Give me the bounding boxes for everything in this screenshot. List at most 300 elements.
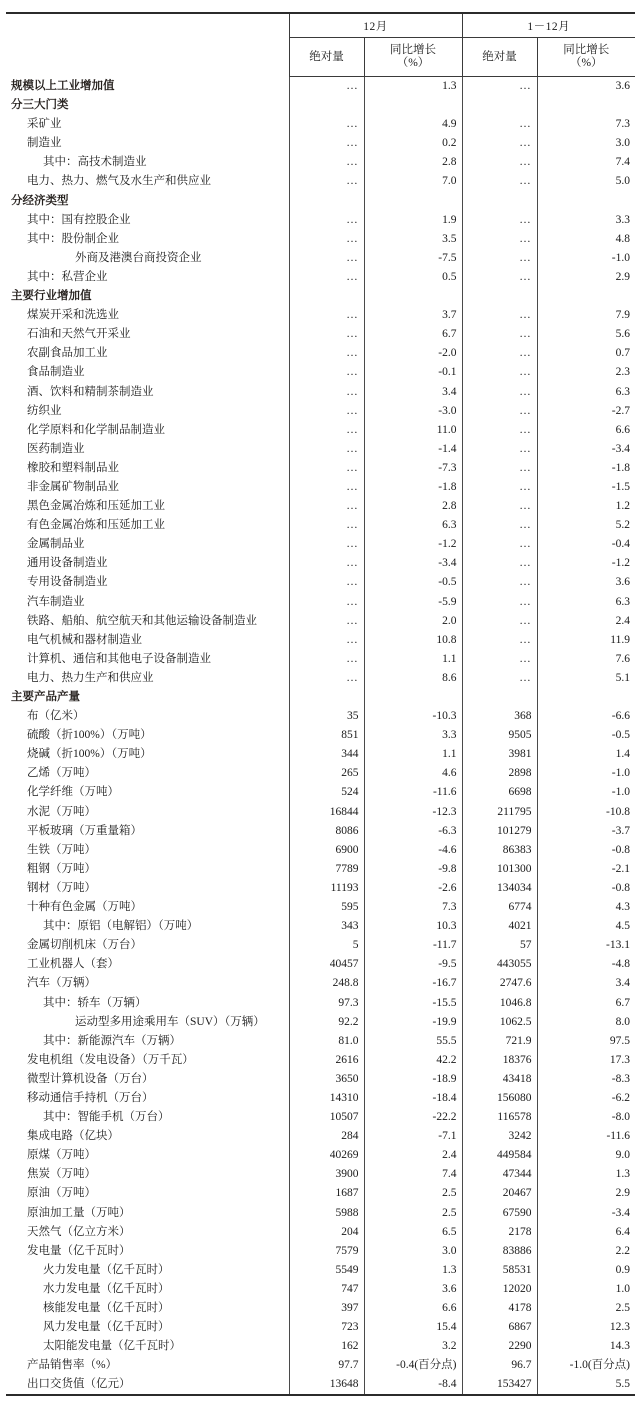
table-row xyxy=(6,115,635,134)
table-row xyxy=(6,1032,635,1051)
cell-ytd-absolute: … xyxy=(462,363,537,382)
cell-ytd-growth: 3.6 xyxy=(537,77,635,97)
cell-ytd-growth: 8.0 xyxy=(537,1013,635,1032)
cell-ytd-growth: 0.7 xyxy=(537,344,635,363)
table-section-row xyxy=(6,77,635,97)
cell-ytd-growth: -13.1 xyxy=(537,936,635,955)
cell-month-growth: -7.1 xyxy=(364,1127,462,1146)
cell-ytd-growth: 5.0 xyxy=(537,172,635,191)
cell-ytd-absolute: … xyxy=(462,172,537,191)
cell-month-absolute: … xyxy=(289,249,364,268)
table-row xyxy=(6,917,635,936)
table-row xyxy=(6,650,635,669)
cell-month-growth: 1.9 xyxy=(364,211,462,230)
cell-month-growth: 6.3 xyxy=(364,516,462,535)
cell-month-growth: 3.4 xyxy=(364,383,462,402)
cell-month-absolute: 3900 xyxy=(289,1165,364,1184)
row-label: 其中：高技术制造业 xyxy=(43,156,147,169)
cell-ytd-absolute: 101300 xyxy=(462,860,537,879)
cell-ytd-absolute: 449584 xyxy=(462,1146,537,1165)
cell-ytd-absolute: 153427 xyxy=(462,1375,537,1395)
cell-month-growth: 1.1 xyxy=(364,650,462,669)
table-section-row xyxy=(6,96,635,115)
row-label: 电力、热力、燃气及水生产和供应业 xyxy=(27,175,211,188)
table-row xyxy=(6,421,635,440)
cell-month-growth: 15.4 xyxy=(364,1318,462,1337)
cell-ytd-absolute: 86383 xyxy=(462,841,537,860)
table-row xyxy=(6,974,635,993)
cell-ytd-absolute: 47344 xyxy=(462,1165,537,1184)
cell-month-growth: -16.7 xyxy=(364,974,462,993)
cell-month-absolute: … xyxy=(289,383,364,402)
table-row xyxy=(6,554,635,573)
cell-ytd-absolute: 721.9 xyxy=(462,1032,537,1051)
cell-ytd-absolute: … xyxy=(462,497,537,516)
cell-ytd-growth: -1.0 xyxy=(537,249,635,268)
cell-month-growth: 2.5 xyxy=(364,1184,462,1203)
cell-ytd-absolute: … xyxy=(462,383,537,402)
cell-ytd-growth: 4.3 xyxy=(537,898,635,917)
row-label: 黑色金属冶炼和压延加工业 xyxy=(27,500,165,513)
cell-ytd-absolute: 443055 xyxy=(462,955,537,974)
row-label: 发电量（亿千瓦时） xyxy=(27,1244,131,1257)
cell-month-absolute: … xyxy=(289,115,364,134)
row-label: 水泥（万吨） xyxy=(27,805,96,818)
cell-ytd-growth: 6.4 xyxy=(537,1223,635,1242)
cell-ytd-growth: 9.0 xyxy=(537,1146,635,1165)
cell-month-growth xyxy=(364,287,462,306)
cell-ytd-absolute xyxy=(462,192,537,211)
cell-ytd-absolute: … xyxy=(462,554,537,573)
row-label: 乙烯（万吨） xyxy=(27,767,96,780)
table-row xyxy=(6,1146,635,1165)
header-ytd-growth-label: 同比增长 xyxy=(563,44,610,56)
row-label: 外商及港澳台商投资企业 xyxy=(75,251,202,264)
cell-month-growth: 10.8 xyxy=(364,631,462,650)
cell-month-growth: -18.4 xyxy=(364,1089,462,1108)
cell-month-absolute: … xyxy=(289,325,364,344)
cell-month-growth xyxy=(364,96,462,115)
cell-ytd-absolute: 2290 xyxy=(462,1337,537,1356)
table-row xyxy=(6,631,635,650)
table-row xyxy=(6,822,635,841)
cell-ytd-absolute: … xyxy=(462,535,537,554)
header-month-growth xyxy=(364,38,462,77)
cell-ytd-growth: 7.6 xyxy=(537,650,635,669)
row-label: 集成电路（亿块） xyxy=(27,1130,119,1143)
cell-month-absolute xyxy=(289,192,364,211)
cell-ytd-growth: 4.8 xyxy=(537,230,635,249)
cell-ytd-growth: 2.4 xyxy=(537,612,635,631)
cell-month-growth: -1.8 xyxy=(364,478,462,497)
cell-month-absolute: 13648 xyxy=(289,1375,364,1395)
cell-ytd-absolute: … xyxy=(462,631,537,650)
row-label: 其中：原铝（电解铝）（万吨） xyxy=(43,920,199,933)
cell-ytd-absolute: … xyxy=(462,593,537,612)
cell-month-growth: -5.9 xyxy=(364,593,462,612)
cell-month-absolute: 1687 xyxy=(289,1184,364,1203)
header-label-col xyxy=(6,14,289,77)
cell-ytd-growth: 7.9 xyxy=(537,306,635,325)
cell-month-absolute: 10507 xyxy=(289,1108,364,1127)
header-month-growth-unit: （%） xyxy=(396,57,430,69)
table-row xyxy=(6,1051,635,1070)
cell-ytd-growth: 2.5 xyxy=(537,1299,635,1318)
cell-month-absolute: 40457 xyxy=(289,955,364,974)
cell-ytd-growth: -1.8 xyxy=(537,459,635,478)
cell-ytd-growth: 2.9 xyxy=(537,268,635,287)
cell-ytd-growth: 5.2 xyxy=(537,516,635,535)
cell-month-absolute: … xyxy=(289,631,364,650)
cell-month-absolute: … xyxy=(289,344,364,363)
section-label: 规模以上工业增加值 xyxy=(11,79,115,92)
cell-month-absolute: 265 xyxy=(289,764,364,783)
cell-ytd-absolute: … xyxy=(462,211,537,230)
cell-month-growth: -6.3 xyxy=(364,822,462,841)
header-month-absolute xyxy=(289,38,364,77)
header-group-ytd: 1－12月 xyxy=(462,14,635,38)
table-row xyxy=(6,764,635,783)
cell-month-absolute: 162 xyxy=(289,1337,364,1356)
cell-month-absolute: … xyxy=(289,421,364,440)
row-label: 其中：国有控股企业 xyxy=(27,213,131,226)
table-row xyxy=(6,1223,635,1242)
row-label: 金属制品业 xyxy=(27,538,85,551)
cell-ytd-absolute: 134034 xyxy=(462,879,537,898)
cell-month-growth: -2.6 xyxy=(364,879,462,898)
cell-month-growth: -3.0 xyxy=(364,402,462,421)
table-bottom-rule xyxy=(6,1395,635,1396)
cell-ytd-absolute: … xyxy=(462,249,537,268)
header-ytd-growth xyxy=(537,38,635,77)
cell-ytd-growth: 11.9 xyxy=(537,631,635,650)
section-label: 分三大门类 xyxy=(11,99,69,112)
cell-ytd-growth: -0.8 xyxy=(537,879,635,898)
cell-month-growth: -7.3 xyxy=(364,459,462,478)
cell-ytd-absolute: 12020 xyxy=(462,1280,537,1299)
cell-month-absolute: … xyxy=(289,363,364,382)
cell-month-growth: -1.4 xyxy=(364,440,462,459)
cell-month-absolute: … xyxy=(289,650,364,669)
table-row xyxy=(6,230,635,249)
cell-month-growth: 1.3 xyxy=(364,77,462,97)
cell-month-growth: 4.6 xyxy=(364,764,462,783)
cell-month-growth: -0.5 xyxy=(364,573,462,592)
cell-ytd-absolute: 96.7 xyxy=(462,1356,537,1375)
table-row xyxy=(6,783,635,802)
row-label: 计算机、通信和其他电子设备制造业 xyxy=(27,652,211,665)
cell-ytd-absolute: 116578 xyxy=(462,1108,537,1127)
cell-ytd-absolute: … xyxy=(462,669,537,688)
cell-month-absolute: … xyxy=(289,153,364,172)
table-row xyxy=(6,1261,635,1280)
row-label: 生铁（万吨） xyxy=(27,843,96,856)
row-label: 农副食品加工业 xyxy=(27,347,108,360)
table-row xyxy=(6,726,635,745)
row-label: 金属切削机床（万台） xyxy=(27,939,142,952)
row-label: 发电机组（发电设备）（万千瓦） xyxy=(27,1053,194,1066)
cell-month-absolute: 5 xyxy=(289,936,364,955)
table-row xyxy=(6,1165,635,1184)
cell-ytd-growth: -2.1 xyxy=(537,860,635,879)
cell-month-absolute: … xyxy=(289,211,364,230)
cell-month-growth: 3.6 xyxy=(364,1280,462,1299)
table-footer xyxy=(6,1395,635,1396)
cell-month-absolute: … xyxy=(289,573,364,592)
cell-month-growth: -2.0 xyxy=(364,344,462,363)
cell-ytd-absolute xyxy=(462,287,537,306)
table-row xyxy=(6,955,635,974)
table-row xyxy=(6,153,635,172)
cell-ytd-growth: 7.3 xyxy=(537,115,635,134)
cell-ytd-growth: 2.9 xyxy=(537,1184,635,1203)
cell-month-growth: 3.2 xyxy=(364,1337,462,1356)
cell-ytd-growth: 1.4 xyxy=(537,745,635,764)
cell-month-absolute: 81.0 xyxy=(289,1032,364,1051)
table-section-row xyxy=(6,688,635,707)
table-row xyxy=(6,573,635,592)
row-label: 其中：私营企业 xyxy=(27,270,108,283)
cell-month-growth: 2.8 xyxy=(364,153,462,172)
cell-month-growth xyxy=(364,192,462,211)
row-label: 工业机器人（套） xyxy=(27,958,119,971)
table-row xyxy=(6,402,635,421)
cell-ytd-absolute: 156080 xyxy=(462,1089,537,1108)
row-label: 原油（万吨） xyxy=(27,1187,96,1200)
cell-ytd-growth xyxy=(537,287,635,306)
cell-month-absolute: 40269 xyxy=(289,1146,364,1165)
cell-ytd-absolute: 1062.5 xyxy=(462,1013,537,1032)
row-label: 石油和天然气开采业 xyxy=(27,328,131,341)
row-label: 其中：新能源汽车（万辆） xyxy=(43,1034,181,1047)
cell-ytd-growth: 4.5 xyxy=(537,917,635,936)
cell-ytd-growth: -0.8 xyxy=(537,841,635,860)
cell-ytd-absolute: … xyxy=(462,612,537,631)
table-row xyxy=(6,383,635,402)
cell-ytd-growth xyxy=(537,688,635,707)
row-label: 产品销售率（%） xyxy=(27,1359,118,1372)
cell-ytd-absolute: 6867 xyxy=(462,1318,537,1337)
cell-month-absolute: 344 xyxy=(289,745,364,764)
cell-ytd-absolute: … xyxy=(462,268,537,287)
row-label: 非金属矿物制品业 xyxy=(27,480,119,493)
cell-month-absolute: 723 xyxy=(289,1318,364,1337)
row-label: 其中：股份制企业 xyxy=(27,232,119,245)
cell-month-absolute: 397 xyxy=(289,1299,364,1318)
cell-ytd-absolute: 211795 xyxy=(462,803,537,822)
cell-month-growth: 6.7 xyxy=(364,325,462,344)
table-row xyxy=(6,612,635,631)
table-row xyxy=(6,593,635,612)
row-label: 钢材（万吨） xyxy=(27,881,96,894)
table-row xyxy=(6,268,635,287)
cell-ytd-growth: 97.5 xyxy=(537,1032,635,1051)
cell-ytd-growth: 3.4 xyxy=(537,974,635,993)
table-row xyxy=(6,1204,635,1223)
table-row xyxy=(6,535,635,554)
cell-month-absolute: … xyxy=(289,554,364,573)
cell-month-absolute: 11193 xyxy=(289,879,364,898)
cell-ytd-growth: 0.9 xyxy=(537,1261,635,1280)
cell-month-absolute: 35 xyxy=(289,707,364,726)
cell-month-absolute xyxy=(289,96,364,115)
cell-month-growth: -8.4 xyxy=(364,1375,462,1395)
cell-month-absolute: 747 xyxy=(289,1280,364,1299)
table-row xyxy=(6,172,635,191)
table-row xyxy=(6,459,635,478)
cell-month-growth: 1.1 xyxy=(364,745,462,764)
row-label: 通用设备制造业 xyxy=(27,557,108,570)
table-row xyxy=(6,1013,635,1032)
cell-month-growth: -9.5 xyxy=(364,955,462,974)
cell-month-absolute: … xyxy=(289,535,364,554)
cell-month-growth: -4.6 xyxy=(364,841,462,860)
cell-month-absolute: … xyxy=(289,268,364,287)
table-section-row xyxy=(6,287,635,306)
cell-ytd-growth: 1.0 xyxy=(537,1280,635,1299)
row-label: 焦炭（万吨） xyxy=(27,1168,96,1181)
header-ytd-absolute xyxy=(462,38,537,77)
cell-ytd-absolute: 6698 xyxy=(462,783,537,802)
cell-ytd-absolute: 18376 xyxy=(462,1051,537,1070)
cell-ytd-growth: 5.5 xyxy=(537,1375,635,1395)
cell-month-growth: -10.3 xyxy=(364,707,462,726)
cell-month-growth: -7.5 xyxy=(364,249,462,268)
cell-ytd-growth: -3.4 xyxy=(537,1204,635,1223)
cell-ytd-absolute: 2178 xyxy=(462,1223,537,1242)
table-row xyxy=(6,478,635,497)
row-label: 运动型多用途乘用车（SUV）（万辆） xyxy=(75,1015,265,1028)
cell-month-growth: 55.5 xyxy=(364,1032,462,1051)
cell-ytd-absolute: 58531 xyxy=(462,1261,537,1280)
table-row xyxy=(6,1242,635,1261)
cell-month-growth: 10.3 xyxy=(364,917,462,936)
cell-month-growth: -0.4(百分点) xyxy=(364,1356,462,1375)
row-label: 铁路、船舶、航空航天和其他运输设备制造业 xyxy=(27,614,257,627)
table-row xyxy=(6,249,635,268)
cell-ytd-growth: -1.2 xyxy=(537,554,635,573)
cell-month-absolute: 204 xyxy=(289,1223,364,1242)
table-row xyxy=(6,134,635,153)
cell-month-absolute: … xyxy=(289,516,364,535)
row-label: 烧碱（折100%）（万吨） xyxy=(27,748,152,761)
cell-ytd-absolute: … xyxy=(462,516,537,535)
table-row xyxy=(6,497,635,516)
cell-ytd-growth: 3.0 xyxy=(537,134,635,153)
cell-month-absolute: … xyxy=(289,669,364,688)
row-label: 汽车制造业 xyxy=(27,595,85,608)
section-label: 主要产品产量 xyxy=(11,691,80,703)
row-label: 天然气（亿立方米） xyxy=(27,1225,131,1238)
cell-ytd-growth: 6.3 xyxy=(537,383,635,402)
cell-ytd-absolute: 2747.6 xyxy=(462,974,537,993)
cell-ytd-absolute: 4178 xyxy=(462,1299,537,1318)
row-label: 水力发电量（亿千瓦时） xyxy=(43,1282,170,1295)
cell-ytd-absolute: … xyxy=(462,459,537,478)
row-label: 十种有色金属（万吨） xyxy=(27,901,142,914)
cell-ytd-absolute: 2898 xyxy=(462,764,537,783)
cell-ytd-growth: 12.3 xyxy=(537,1318,635,1337)
cell-ytd-growth: -8.3 xyxy=(537,1070,635,1089)
row-label: 核能发电量（亿千瓦时） xyxy=(43,1302,170,1314)
cell-month-absolute: … xyxy=(289,172,364,191)
cell-ytd-absolute: 20467 xyxy=(462,1184,537,1203)
cell-ytd-growth: -3.4 xyxy=(537,440,635,459)
cell-month-absolute: 595 xyxy=(289,898,364,917)
table-row xyxy=(6,936,635,955)
cell-month-absolute xyxy=(289,287,364,306)
cell-ytd-growth: 6.3 xyxy=(537,593,635,612)
cell-ytd-absolute: … xyxy=(462,421,537,440)
table-row xyxy=(6,1375,635,1395)
cell-month-growth: 8.6 xyxy=(364,669,462,688)
table-row xyxy=(6,211,635,230)
cell-month-absolute: 2616 xyxy=(289,1051,364,1070)
cell-ytd-growth: 1.3 xyxy=(537,1165,635,1184)
header-month-growth-label: 同比增长 xyxy=(390,44,436,56)
cell-month-growth: 3.3 xyxy=(364,726,462,745)
row-label: 专用设备制造业 xyxy=(27,576,108,589)
table-row xyxy=(6,363,635,382)
row-label: 化学原料和化学制品制造业 xyxy=(27,423,165,436)
cell-ytd-growth: -0.5 xyxy=(537,726,635,745)
table-row xyxy=(6,745,635,764)
cell-month-growth: 42.2 xyxy=(364,1051,462,1070)
cell-ytd-growth: -11.6 xyxy=(537,1127,635,1146)
cell-month-growth: 7.0 xyxy=(364,172,462,191)
row-label: 食品制造业 xyxy=(27,366,85,379)
cell-month-absolute: 248.8 xyxy=(289,974,364,993)
cell-month-growth: 3.0 xyxy=(364,1242,462,1261)
cell-ytd-growth: -4.8 xyxy=(537,955,635,974)
cell-month-growth: -12.3 xyxy=(364,803,462,822)
row-label: 纺织业 xyxy=(27,404,62,417)
cell-month-absolute: … xyxy=(289,440,364,459)
cell-month-growth: -0.1 xyxy=(364,363,462,382)
cell-ytd-growth: 14.3 xyxy=(537,1337,635,1356)
table-row xyxy=(6,841,635,860)
cell-month-growth: 7.4 xyxy=(364,1165,462,1184)
cell-ytd-absolute xyxy=(462,96,537,115)
cell-ytd-absolute: … xyxy=(462,440,537,459)
cell-month-absolute: 97.7 xyxy=(289,1356,364,1375)
cell-ytd-growth: -10.8 xyxy=(537,803,635,822)
table-row xyxy=(6,994,635,1013)
cell-ytd-growth: -1.0 xyxy=(537,783,635,802)
row-label: 移动通信手持机（万台） xyxy=(27,1091,154,1104)
row-label: 硫酸（折100%）（万吨） xyxy=(27,729,152,742)
cell-month-growth: 11.0 xyxy=(364,421,462,440)
cell-month-growth: 3.7 xyxy=(364,306,462,325)
cell-month-growth: 0.5 xyxy=(364,268,462,287)
row-label: 太阳能发电量（亿千瓦时） xyxy=(43,1340,181,1353)
cell-ytd-absolute: 3981 xyxy=(462,745,537,764)
row-label: 布（亿米） xyxy=(27,710,85,723)
cell-month-growth: 6.5 xyxy=(364,1223,462,1242)
cell-ytd-growth: 17.3 xyxy=(537,1051,635,1070)
cell-month-growth: 0.2 xyxy=(364,134,462,153)
row-label: 出口交货值（亿元） xyxy=(27,1378,131,1391)
row-label: 橡胶和塑料制品业 xyxy=(27,461,119,474)
cell-month-absolute: 5988 xyxy=(289,1204,364,1223)
cell-month-growth: 3.5 xyxy=(364,230,462,249)
header-group-month: 12月 xyxy=(289,14,462,38)
table-row xyxy=(6,1127,635,1146)
header-month-absolute-label: 绝对量 xyxy=(309,50,344,63)
cell-ytd-growth xyxy=(537,192,635,211)
cell-ytd-growth: -3.7 xyxy=(537,822,635,841)
cell-ytd-growth: 3.6 xyxy=(537,573,635,592)
